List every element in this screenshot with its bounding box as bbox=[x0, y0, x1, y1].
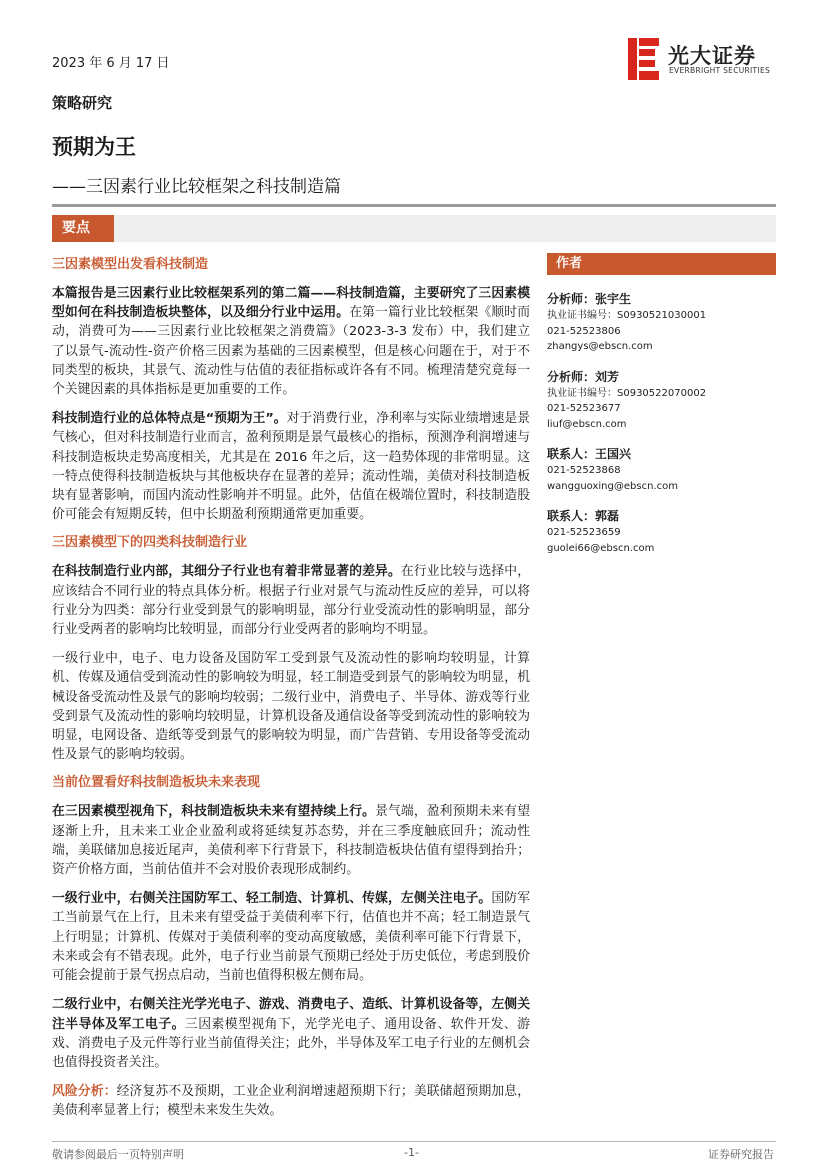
footer-disclaimer: 敬请参阅最后一页特别声明 bbox=[52, 1148, 184, 1161]
paragraph-text: 景气端，盈利预期未来有望逐渐上升，且未来工业企业盈利或将延续复苏态势，并在三季度触底回升；流动性端，美联储加息接近尾声，美债利率下行背景下，科技制造板块估值有望得到抬升；资产价格方面，当前估值并不会对股价表现形成制约。 bbox=[52, 804, 531, 878]
section-heading: 三因素模型出发看科技制造 bbox=[52, 257, 209, 272]
report-title: 预期为王 bbox=[52, 135, 136, 159]
paragraph-text: 三因素模型视角下，光学光电子、通用设备、软件开发、游戏、消费电子及元件等行业当前值得关注；此外，半导体及军工电子行业的左侧机会也值得投资者关注。 bbox=[52, 1016, 531, 1070]
author-name: 分析师：刘芳 bbox=[547, 369, 620, 384]
report-date: 2023 年 6 月 17 日 bbox=[52, 56, 170, 71]
paragraph bbox=[52, 409, 530, 524]
paragraph bbox=[52, 802, 530, 879]
contact-phone: 021-52523659 bbox=[547, 527, 621, 538]
contact-name: 联系人：王国兴 bbox=[547, 447, 632, 461]
contact-email: wangguoxing@ebscn.com bbox=[547, 480, 678, 492]
author-sidebar bbox=[547, 253, 776, 570]
paragraph-lead: 二级行业中，右侧关注光学光电子、游戏、消费电子、造纸、计算机设备等，左侧关注半导体及军工电子。 bbox=[52, 997, 530, 1032]
risk-text: 经济复苏不及预期，工业企业利润增速超预期下行；美联储超预期加息，美债利率显著上行；模型未来发生失效。 bbox=[52, 1084, 531, 1119]
contact-entry bbox=[547, 446, 776, 494]
page-number: -1- bbox=[404, 1146, 419, 1159]
paragraph-lead: 在三因素模型视角下，科技制造板块未来有望持续上行。 bbox=[52, 804, 376, 820]
paragraph bbox=[52, 284, 530, 399]
section-heading: 三因素模型下的四类科技制造行业 bbox=[52, 535, 248, 551]
logo-name: 光大证券 bbox=[668, 44, 756, 68]
contact-name: 联系人：郭磊 bbox=[547, 509, 620, 523]
report-subtitle: ——三因素行业比较框架之科技制造篇 bbox=[52, 177, 341, 197]
author-license: 执业证书编号：S0930521030001 bbox=[547, 310, 707, 321]
paragraph-text: 在行业比较与选择中，应该结合不同行业的特点具体分析。根据子行业对景气与流动性反应的差异，可以将行业分为四类：部分行业受到景气的影响明显，部分行业受流动性的影响明显，部分行业受两者的影响均比较明显，而部分行业受两者的影响均不明显。 bbox=[52, 564, 531, 638]
author-entry bbox=[547, 369, 776, 433]
author-header: 作者 bbox=[547, 253, 776, 275]
paragraph-text: 在第一篇行业比较框架《顺时而动，消费可为——三因素行业比较框架之消费篇》（2023-3-3 发布）中，我们建立了以景气-流动性-资产价格三因素为基础的三因素模型，但是核心问题在于，对于不同类型的板块，其景气、流动性与估值的表征指标或许各有不同。梳理清楚究竟每一个关键因素的具体指标是更加重要的工作。 bbox=[52, 305, 531, 398]
contact-phone: 021-52523868 bbox=[547, 465, 621, 476]
paragraph bbox=[52, 562, 530, 639]
paragraph-text: 一级行业中，电子、电力设备及国防军工受到景气及流动性的影响均较明显，计算机、传媒及通信受到流动性的影响较为明显，轻工制造受到景气的影响较为明显，机械设备受流动性及景气的影响均较弱；二级行业中，消费电子、半导体、游戏等行业受到景气及流动性的影响均较明显，计算机设备及通信设备等受到流动性的影响较为明显，电网设备、造纸等受到景气的影响较为明显，而广告营销、专用设备等受流动性及景气的影响均较弱。 bbox=[52, 651, 530, 763]
author-phone: 021-52523677 bbox=[547, 403, 621, 414]
paragraph bbox=[52, 995, 530, 1072]
logo-subtitle: EVERBRIGHT SECURITIES bbox=[669, 66, 771, 75]
paragraph bbox=[52, 649, 530, 764]
footer-report-type: 证券研究报告 bbox=[708, 1148, 774, 1161]
footer-divider bbox=[52, 1141, 776, 1142]
logo-mark-icon bbox=[626, 36, 662, 82]
section-heading: 当前位置看好科技制造板块未来表现 bbox=[52, 775, 261, 791]
paragraph-text: 国防军工当前景气在上行，且未来有望受益于美债利率下行，估值也并不高；轻工制造景气上行明显；计算机、传媒对于美债利率的变动高度敏感，美债利率可能下行背景下，未来或会有不错表现。此外，电子行业当前景气预期已经处于历史低位，考虑到股价可能会提前于景气拐点启动，当前也值得积极左侧布局。 bbox=[52, 891, 531, 984]
paragraph-lead: 本篇报告是三因素行业比较框架系列的第二篇——科技制造篇，主要研究了三因素模型如何在科技制造板块整体，以及细分行业中运用。 bbox=[52, 286, 530, 321]
contact-email: guolei66@ebscn.com bbox=[547, 542, 655, 554]
paragraph-lead: 一级行业中，右侧关注国防军工、轻工制造、计算机、传媒，左侧关注电子。 bbox=[52, 891, 492, 907]
risk-label: 风险分析： bbox=[52, 1084, 117, 1100]
report-category: 策略研究 bbox=[52, 94, 113, 112]
main-column bbox=[52, 256, 530, 1131]
paragraph bbox=[52, 889, 530, 985]
title-divider bbox=[52, 204, 776, 207]
paragraph-lead: 科技制造行业的总体特点是“预期为王”。 bbox=[52, 411, 287, 427]
paragraph-lead: 在科技制造行业内部，其细分子行业也有着非常显著的差异。 bbox=[52, 564, 401, 580]
author-email: liuf@ebscn.com bbox=[547, 418, 627, 430]
author-name: 分析师：张宇生 bbox=[547, 292, 632, 306]
author-entry bbox=[547, 291, 776, 355]
author-license: 执业证书编号：S0930522070002 bbox=[547, 387, 707, 399]
keypoints-label: 要点 bbox=[52, 215, 114, 242]
keypoints-bar bbox=[52, 215, 776, 242]
risk-paragraph bbox=[52, 1082, 530, 1120]
paragraph-text: 对于消费行业，净利率与实际业绩增速是景气核心，但对科技制造行业而言，盈利预期是景气最核心的指标，预测净利润增速与科技制造板块走势高度相关，尤其是在 2016 年之后，这一趋势体现的非常明显。这一特点使得科技制造板块与其他板块存在显著的差异；流动性端，美债对科技制造板块有显著影响，而国内流动性影响并不明显。此外，估值在极端位置时，科技制造股价可能会有短期反转，但中长期盈利预期通常更加重要。 bbox=[52, 411, 531, 523]
company-logo bbox=[626, 36, 786, 82]
author-email: zhangys@ebscn.com bbox=[547, 341, 653, 352]
contact-entry bbox=[547, 508, 776, 556]
author-phone: 021-52523806 bbox=[547, 325, 621, 337]
